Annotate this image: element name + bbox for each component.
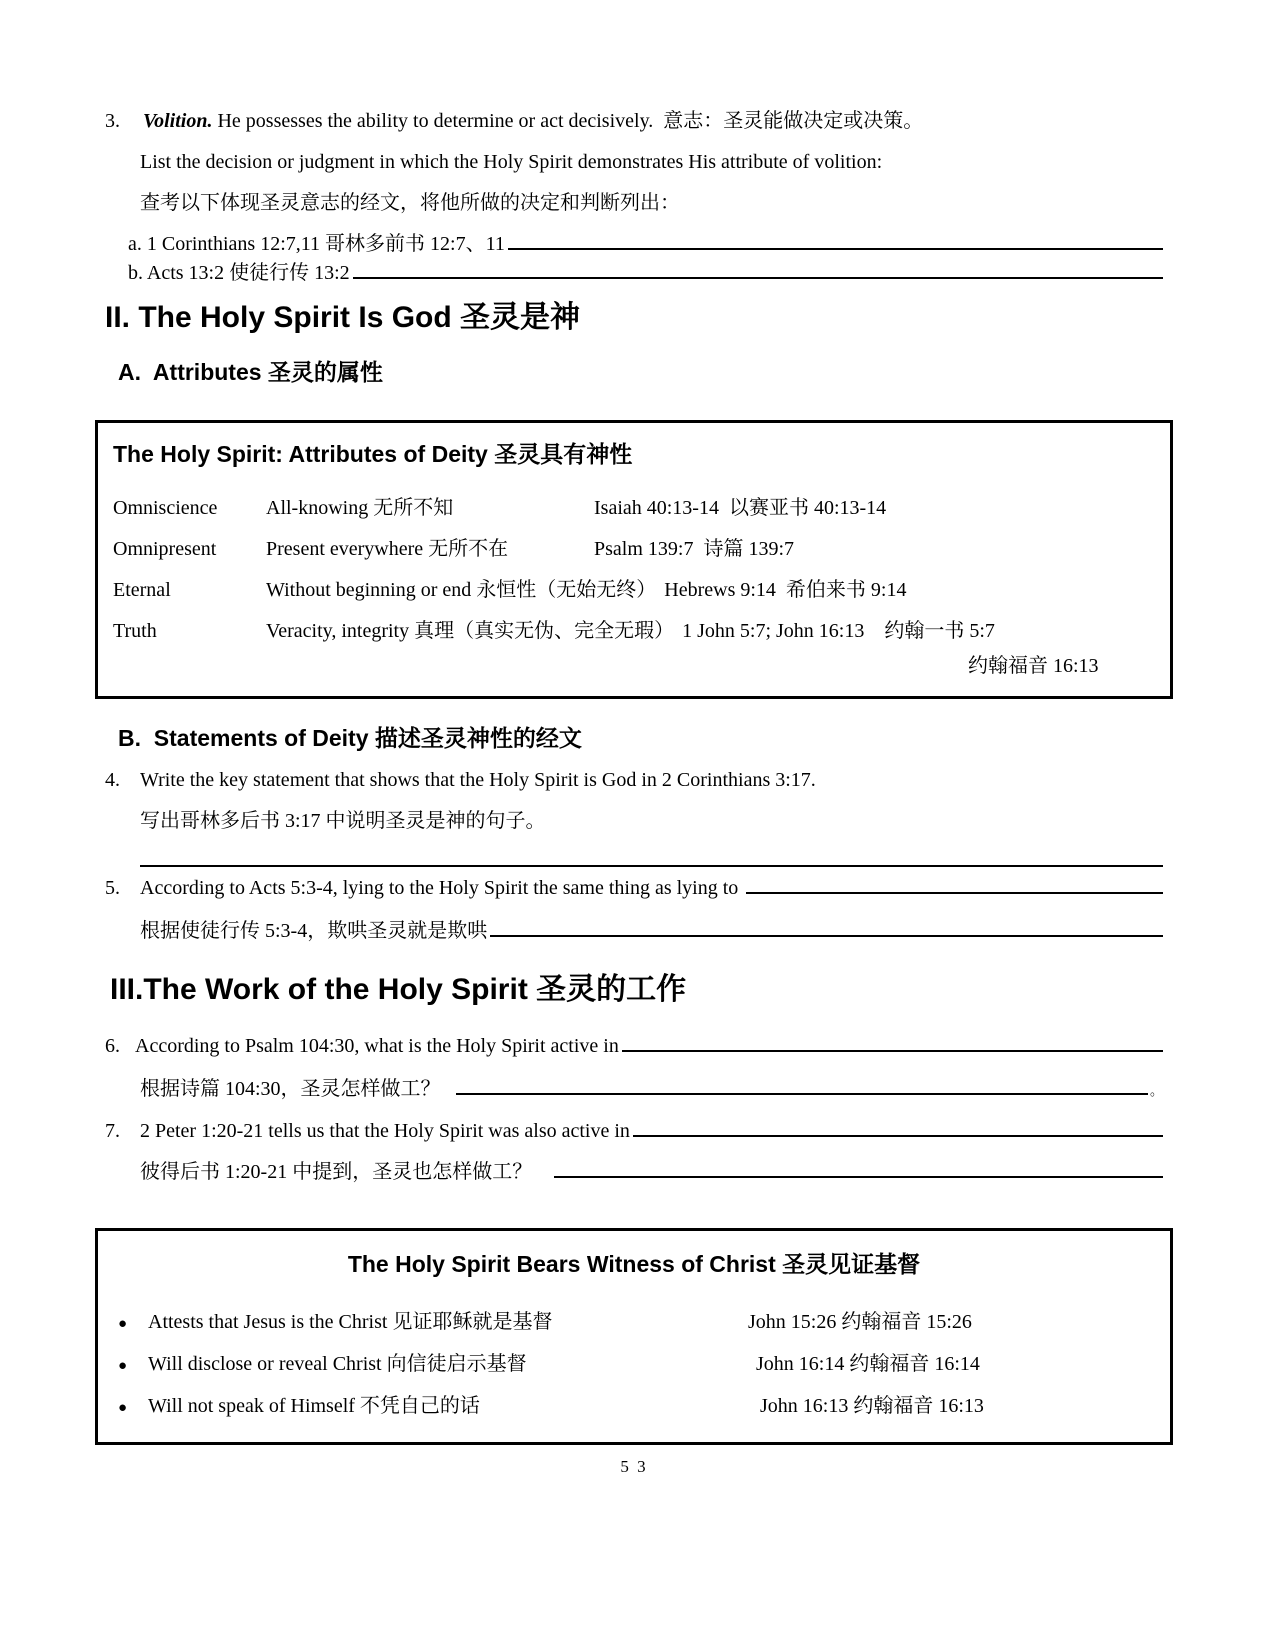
attribute-name: Omniscience <box>113 497 218 519</box>
bullet-icon: ● <box>118 1400 128 1416</box>
attribute-reference: 1 John 5:7; John 16:13 约翰一书 5:7 <box>682 620 995 642</box>
item-6-en <box>105 1033 1163 1060</box>
answer-blank-6-zh <box>456 1093 1148 1095</box>
item-4-number: 4. <box>105 769 120 791</box>
attributes-of-deity-box <box>95 420 1173 699</box>
answer-blank-5-zh <box>490 935 1163 937</box>
witness-row-disclose <box>118 1351 1150 1380</box>
witness-text: Will not speak of Himself 不凭自己的话 <box>148 1395 480 1417</box>
witness-reference: John 15:26 约翰福音 15:26 <box>748 1311 972 1333</box>
answer-blank-7-en <box>633 1135 1163 1137</box>
item-3-text <box>143 108 923 135</box>
attribute-name: Truth <box>113 620 157 642</box>
section-ii-heading: II. The Holy Spirit Is God 圣灵是神 <box>105 301 581 334</box>
item-5-number: 5. <box>105 877 120 899</box>
answer-blank-b <box>353 277 1163 279</box>
volition-item-a-label: a. 1 Corinthians 12:7,11 哥林多前书 12:7、11 <box>128 233 505 255</box>
witness-reference: John 16:14 约翰福音 16:14 <box>756 1353 980 1375</box>
item-5-text-zh: 根据使徒行传 5:3-4，欺哄圣灵就是欺哄 <box>140 920 488 942</box>
witness-text: Attests that Jesus is the Christ 见证耶稣就是基督 <box>148 1311 553 1333</box>
section-a-heading: A. Attributes 圣灵的属性 <box>118 359 383 385</box>
volition-item-b <box>128 260 1163 287</box>
attribute-description: All-knowing 无所不知 <box>266 497 454 519</box>
volition-instruction-zh: 查考以下体现圣灵意志的经文，将他所做的决定和判断列出： <box>140 192 680 214</box>
page-number: 5 3 <box>620 1457 648 1476</box>
answer-blank-5-en <box>746 892 1163 894</box>
item-5-text-en: According to Acts 5:3-4, lying to the Holy Spirit the same thing as lying to <box>140 877 744 899</box>
section-iii-heading: III.The Work of the Holy Spirit 圣灵的工作 <box>110 973 687 1006</box>
attribute-reference: Hebrews 9:14 希伯来书 9:14 <box>664 579 907 601</box>
witness-reference: John 16:13 约翰福音 16:13 <box>760 1395 984 1417</box>
bears-witness-box <box>95 1228 1173 1445</box>
attribute-description: Present everywhere 无所不在 <box>266 538 509 560</box>
attribute-row-eternal <box>113 577 1152 604</box>
answer-blank-4 <box>140 863 1163 867</box>
item-4-text-en: Write the key statement that shows that the Holy Spirit is God in 2 Corinthians 3:17. <box>140 769 816 791</box>
answer-blank-a <box>508 248 1163 250</box>
item-7-number: 7. <box>105 1120 120 1142</box>
attribute-description: Veracity, integrity 真理（真实无伪、完全无瑕） <box>266 620 675 642</box>
item-7-text-zh: 彼得后书 1:20-21 中提到，圣灵也怎样做工？ <box>140 1161 543 1183</box>
item-7-en <box>105 1118 1163 1145</box>
item-4-en <box>105 767 1163 794</box>
witness-text: Will disclose or reveal Christ 向信徒启示基督 <box>148 1353 527 1375</box>
item-5-zh <box>140 918 1163 945</box>
item-7-text-en: 2 Peter 1:20-21 tells us that the Holy Spirit was also active in <box>140 1120 630 1142</box>
item-6-zh <box>140 1076 1163 1104</box>
bullet-icon: ● <box>118 1316 128 1332</box>
witness-box-title: The Holy Spirit Bears Witness of Christ 圣灵见证基督 <box>347 1251 921 1277</box>
volition-text: He possesses the ability to determine or act decisively. 意志：圣灵能做决定或决策。 <box>212 110 924 132</box>
attribute-row-omniscience <box>113 495 1152 522</box>
item-6-text-zh: 根据诗篇 104:30，圣灵怎样做工？ <box>140 1078 446 1100</box>
attribute-row-omnipresent <box>113 536 1152 563</box>
item-3-volition <box>105 108 1163 135</box>
attribute-description: Without beginning or end 永恒性（无始无终） <box>266 579 657 601</box>
witness-row-not-speak <box>118 1393 1150 1422</box>
volition-item-a <box>128 231 1163 258</box>
item-3-number: 3. <box>105 110 120 132</box>
volition-instruction-en: List the decision or judgment in which the Holy Spirit demonstrates His attribute of volition: <box>140 151 883 173</box>
item-6-zh-suffix: 。 <box>1149 1083 1163 1098</box>
item-5-en <box>105 875 1163 902</box>
attribute-row-truth <box>113 618 1152 645</box>
attributes-box-title: The Holy Spirit: Attributes of Deity 圣灵具有神性 <box>113 441 633 467</box>
item-6-text-en: According to Psalm 104:30, what is the Holy Spirit active in <box>135 1035 619 1057</box>
volition-term: Volition. <box>143 110 213 132</box>
section-b-heading: B. Statements of Deity 描述圣灵神性的经文 <box>118 725 582 751</box>
volition-item-b-label: b. Acts 13:2 使徒行传 13:2 <box>128 262 350 284</box>
answer-blank-7-zh <box>554 1176 1163 1178</box>
witness-row-attests <box>118 1309 1150 1338</box>
item-4-text-zh: 写出哥林多后书 3:17 中说明圣灵是神的句子。 <box>140 810 546 832</box>
answer-blank-6-en <box>622 1050 1163 1052</box>
attribute-name: Eternal <box>113 579 171 601</box>
attribute-name: Omnipresent <box>113 538 217 560</box>
bullet-icon: ● <box>118 1358 128 1374</box>
attribute-reference: Isaiah 40:13-14 以赛亚书 40:13-14 <box>594 497 887 519</box>
attribute-reference-overflow: 约翰福音 16:13 <box>968 655 1099 677</box>
item-7-zh <box>140 1159 1163 1186</box>
attribute-reference: Psalm 139:7 诗篇 139:7 <box>594 538 795 560</box>
item-6-number: 6. <box>105 1035 120 1057</box>
